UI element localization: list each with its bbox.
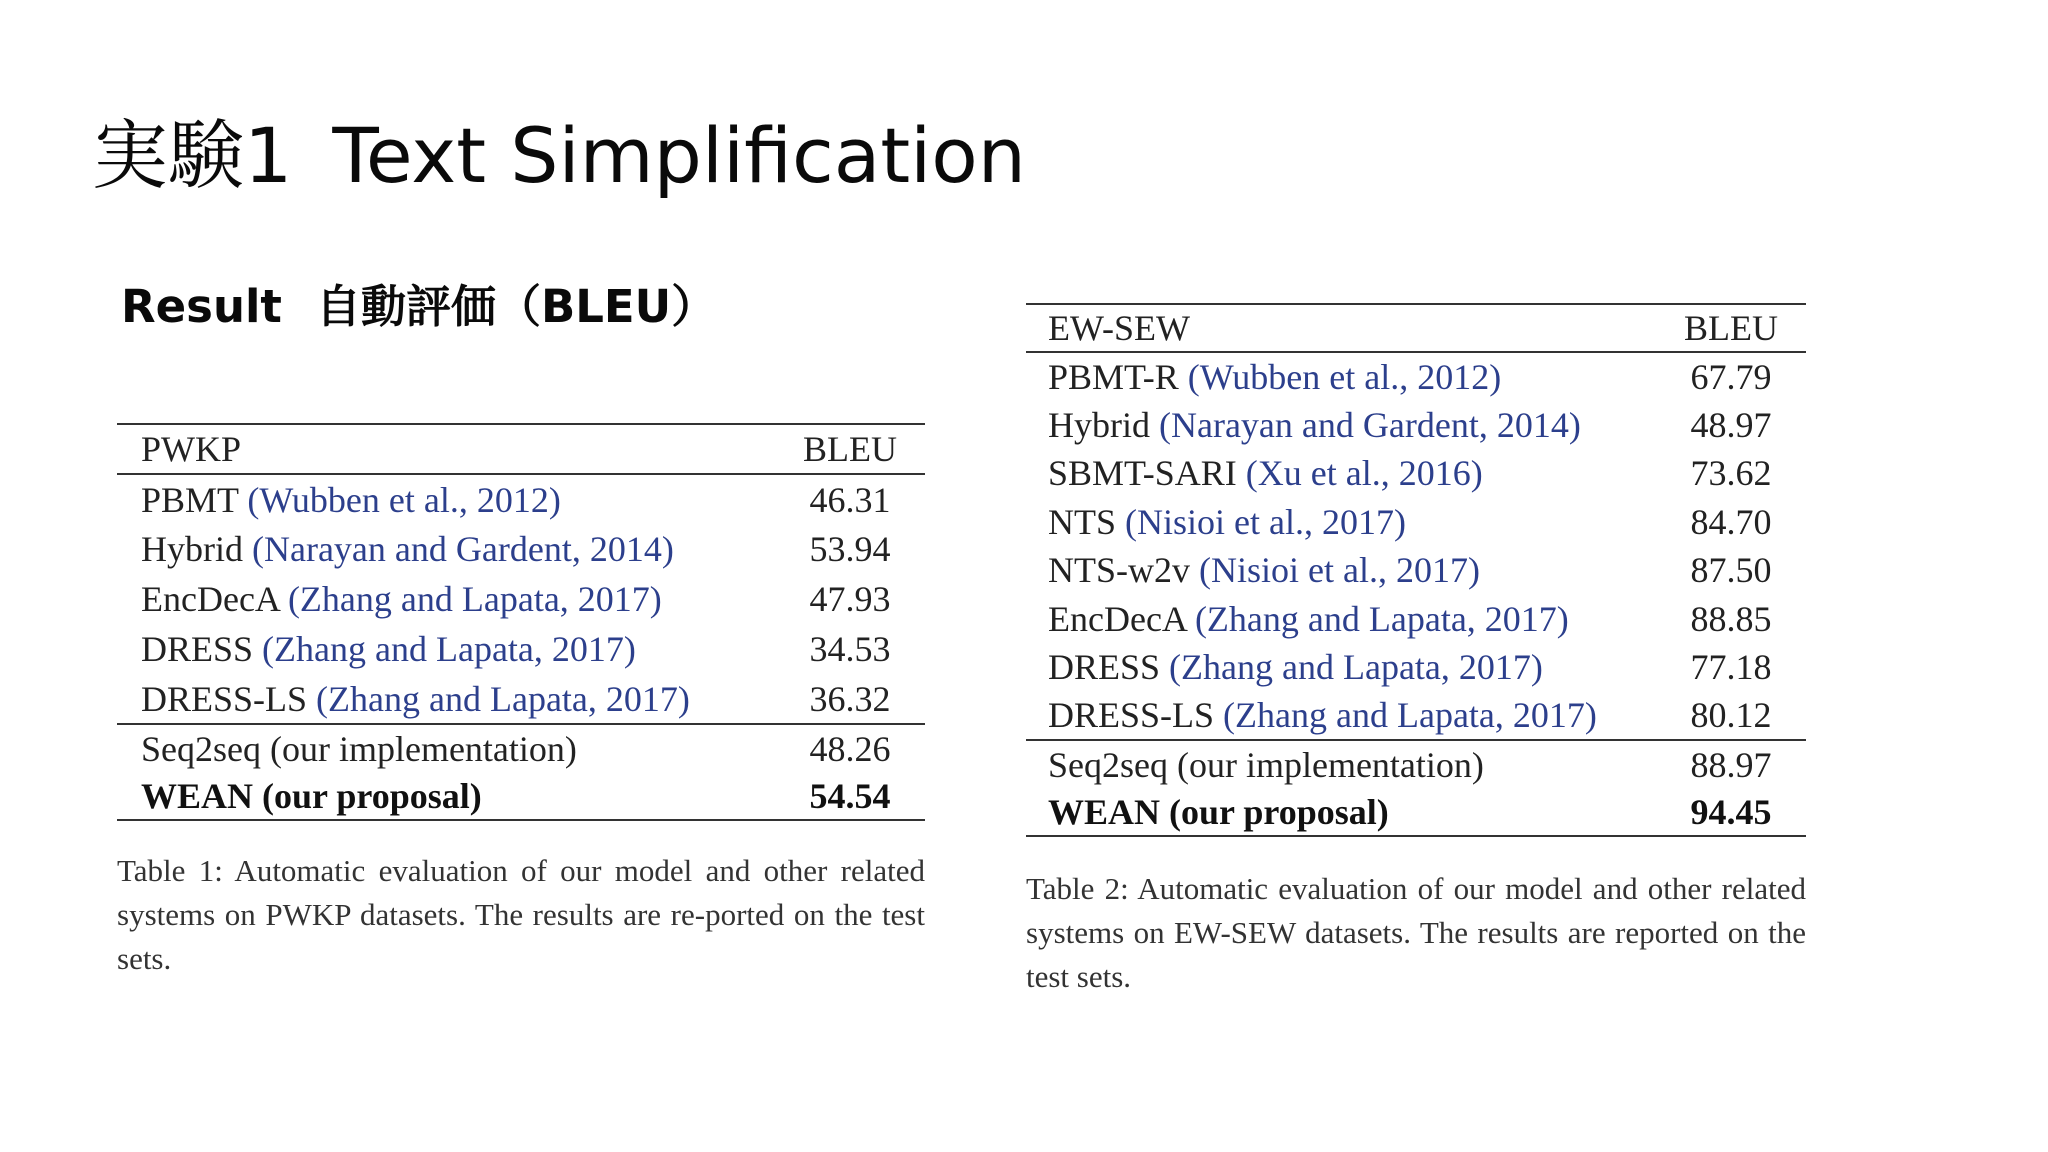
bleu-score: 67.79 [1690, 356, 1772, 397]
system-cell [117, 624, 775, 674]
system-cell [117, 574, 775, 624]
system-cell [1026, 498, 1656, 547]
system-name: NTS [1048, 501, 1117, 542]
bleu-score: 88.97 [1690, 744, 1772, 785]
citation: (Zhang and Lapata, 2017) [262, 629, 636, 669]
table-caption: Table 1: Automatic evaluation of our model and other related systems on PWKP datasets. The results are re-ported on the test sets. [117, 853, 925, 976]
bleu-score: 77.18 [1690, 647, 1772, 688]
system-cell [1026, 352, 1656, 401]
slide-title [92, 111, 1026, 200]
ew-sew-table-block [1026, 303, 1806, 999]
table-row [1026, 352, 1806, 401]
bleu-score: 73.62 [1690, 453, 1772, 494]
bleu-header: BLEU [1684, 308, 1778, 348]
table-row [117, 474, 925, 524]
bleu-header: BLEU [803, 429, 897, 469]
system-name: PBMT-R [1048, 356, 1179, 397]
citation: (Zhang and Lapata, 2017) [316, 678, 690, 719]
bleu-score: 84.70 [1690, 501, 1772, 542]
bleu-score: 36.32 [809, 678, 891, 719]
system-name: EncDecA [1048, 598, 1186, 639]
system-cell [1026, 449, 1656, 498]
citation: (Narayan and Gardent, 2014) [252, 529, 674, 569]
system-name: Hybrid [1048, 404, 1150, 445]
citation: (Zhang and Lapata, 2017) [1169, 647, 1543, 688]
bleu-score: 80.12 [1690, 695, 1772, 736]
table-row [1026, 401, 1806, 450]
pwkp-table-block [117, 423, 925, 981]
system-cell [117, 674, 775, 724]
bleu-score: 94.45 [1690, 791, 1772, 832]
table-row [1026, 498, 1806, 547]
system-name: EncDecA [141, 579, 279, 619]
slide-title-main: Text Simplification [332, 111, 1026, 200]
citation: (Narayan and Gardent, 2014) [1159, 404, 1581, 445]
system-cell [1026, 401, 1656, 450]
system-name: WEAN (our proposal) [141, 775, 482, 816]
citation: (Nisioi et al., 2017) [1199, 550, 1480, 591]
subtitle-main: 自動評価（BLEU） [315, 280, 717, 333]
system-name: SBMT-SARI [1048, 453, 1237, 494]
bleu-score: 54.54 [809, 775, 891, 816]
citation: (Zhang and Lapata, 2017) [287, 579, 662, 619]
system-cell [1026, 692, 1656, 741]
system-name: DRESS [141, 629, 254, 669]
table-row [1026, 643, 1806, 692]
table-header-row [1026, 304, 1806, 352]
table-row [117, 674, 925, 724]
table-row [1026, 546, 1806, 595]
system-cell [117, 474, 775, 524]
bleu-score: 47.93 [809, 579, 891, 619]
table-row [1026, 692, 1806, 741]
system-name: DRESS-LS [141, 678, 308, 719]
slide-title-prefix: 実験1 [92, 111, 293, 200]
table-caption: Table 2: Automatic evaluation of our model and other related systems on EW-SEW datasets. The results are reported on the test sets. [1026, 871, 1806, 994]
table-row [1026, 740, 1806, 788]
system-name: Seq2seq (our implementation) [141, 728, 577, 769]
table-row [117, 574, 925, 624]
bleu-score: 46.31 [809, 479, 891, 520]
citation: (Wubben et al., 2012) [1187, 356, 1502, 397]
table-header-row [117, 424, 925, 474]
table-row [117, 724, 925, 772]
citation: (Wubben et al., 2012) [247, 479, 561, 520]
section-subtitle [121, 280, 717, 333]
bleu-score: 88.85 [1690, 598, 1772, 639]
citation: (Zhang and Lapata, 2017) [1194, 598, 1569, 639]
pwkp-results-table [117, 423, 925, 821]
table-row [117, 624, 925, 674]
system-cell [117, 524, 775, 574]
citation: (Xu et al., 2016) [1245, 453, 1483, 494]
system-name: PBMT [141, 479, 239, 520]
bleu-score: 53.94 [809, 529, 891, 569]
system-cell [1026, 643, 1656, 692]
dataset-header: EW-SEW [1048, 308, 1190, 348]
table-row [1026, 449, 1806, 498]
bleu-score: 48.97 [1690, 404, 1772, 445]
system-name: Hybrid [141, 529, 243, 569]
subtitle-prefix: Result [121, 280, 282, 333]
table-row [117, 524, 925, 574]
system-name: Seq2seq (our implementation) [1048, 744, 1484, 785]
system-cell [1026, 546, 1656, 595]
citation: (Nisioi et al., 2017) [1125, 501, 1406, 542]
dataset-header: PWKP [141, 429, 242, 469]
bleu-score: 87.50 [1690, 550, 1772, 591]
table-row [1026, 595, 1806, 644]
system-cell [1026, 595, 1656, 644]
bleu-score: 34.53 [809, 629, 891, 669]
system-name: DRESS-LS [1048, 695, 1215, 736]
system-name: NTS-w2v [1048, 550, 1190, 591]
citation: (Zhang and Lapata, 2017) [1223, 695, 1597, 736]
table-row [1026, 788, 1806, 836]
system-name: WEAN (our proposal) [1048, 791, 1389, 832]
ew-sew-results-table [1026, 303, 1806, 837]
bleu-score: 48.26 [809, 728, 891, 769]
table-row [117, 772, 925, 820]
system-name: DRESS [1048, 647, 1161, 688]
